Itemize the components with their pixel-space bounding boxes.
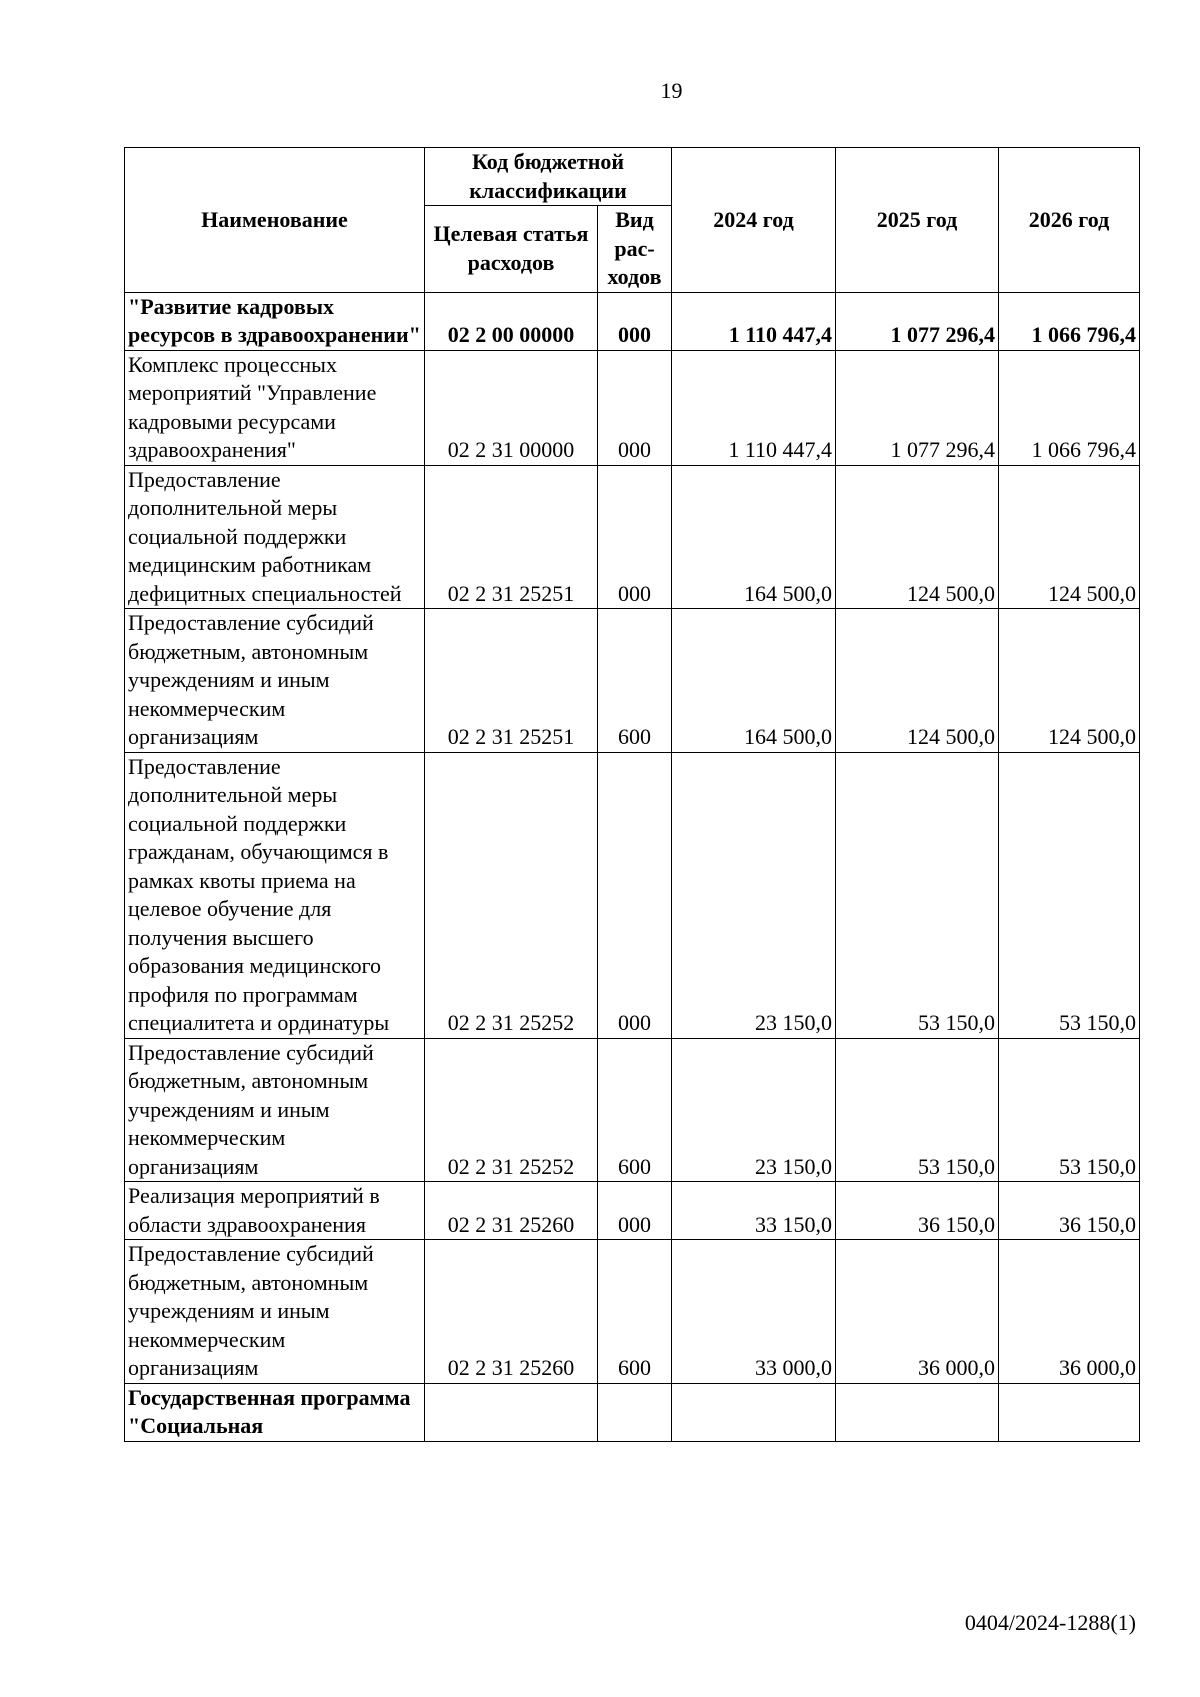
row-2024: 1 110 447,4 [672,350,836,465]
table-row [125,609,1140,753]
header-target-article: Целевая статья расходов [425,206,598,293]
table-row [125,752,1140,1038]
row-2026: 1 066 796,4 [999,350,1140,465]
row-target-article: 02 2 00 00000 [425,292,598,350]
header-year-2026: 2026 год [999,148,1140,293]
table-row [125,1182,1140,1240]
table-row [125,1383,1140,1441]
row-2024: 33 150,0 [672,1182,836,1240]
row-expense-type: 000 [598,292,672,350]
table-row [125,350,1140,465]
row-2026: 1 066 796,4 [999,292,1140,350]
table-row [125,1240,1140,1384]
row-2026: 124 500,0 [999,609,1140,753]
row-expense-type: 000 [598,465,672,609]
row-name: "Развитие кадровых ресурсов в здравоохранении" [125,292,425,350]
header-row-top [125,148,1140,206]
row-name: Предоставление субсидий бюджетным, автономным учреждениям и иным некоммерческим организациям [125,1038,425,1182]
row-expense-type: 000 [598,350,672,465]
row-name: Предоставление дополнительной меры социальной поддержки медицинским работникам дефицитных специальностей [125,465,425,609]
row-name: Реализация мероприятий в области здравоохранения [125,1182,425,1240]
header-year-2025: 2025 год [836,148,999,293]
budget-table [124,147,1140,1442]
document-id: 0404/2024-1288(1) [964,1610,1136,1635]
row-2026: 124 500,0 [999,465,1140,609]
row-2024: 164 500,0 [672,609,836,753]
header-name: Наименование [125,148,425,293]
row-2025: 124 500,0 [836,609,999,753]
page-number: 19 [660,78,683,103]
row-2024: 23 150,0 [672,1038,836,1182]
row-2026: 36 000,0 [999,1240,1140,1384]
header-expense-type: Вид рас-ходов [598,206,672,293]
row-2026 [999,1383,1140,1441]
row-2026: 36 150,0 [999,1182,1140,1240]
table-row [125,1038,1140,1182]
row-2025: 36 150,0 [836,1182,999,1240]
row-target-article: 02 2 31 25260 [425,1182,598,1240]
row-expense-type: 600 [598,609,672,753]
row-target-article: 02 2 31 25252 [425,1038,598,1182]
row-2024: 23 150,0 [672,752,836,1038]
row-name: Предоставление субсидий бюджетным, автономным учреждениям и иным некоммерческим организациям [125,609,425,753]
row-target-article [425,1383,598,1441]
table-row [125,465,1140,609]
row-2024 [672,1383,836,1441]
row-2025: 36 000,0 [836,1240,999,1384]
table-row [125,292,1140,350]
header-year-2024: 2024 год [672,148,836,293]
row-expense-type: 000 [598,752,672,1038]
row-2025: 1 077 296,4 [836,350,999,465]
row-2025: 53 150,0 [836,752,999,1038]
row-target-article: 02 2 31 25251 [425,609,598,753]
row-2024: 164 500,0 [672,465,836,609]
row-2024: 1 110 447,4 [672,292,836,350]
header-code-group: Код бюджетной классификации [425,148,672,206]
row-name: Предоставление субсидий бюджетным, автономным учреждениям и иным некоммерческим организациям [125,1240,425,1384]
row-target-article: 02 2 31 25260 [425,1240,598,1384]
row-target-article: 02 2 31 00000 [425,350,598,465]
row-2025: 124 500,0 [836,465,999,609]
row-2025: 53 150,0 [836,1038,999,1182]
row-target-article: 02 2 31 25251 [425,465,598,609]
row-expense-type [598,1383,672,1441]
row-expense-type: 000 [598,1182,672,1240]
row-target-article: 02 2 31 25252 [425,752,598,1038]
row-2025 [836,1383,999,1441]
row-2026: 53 150,0 [999,1038,1140,1182]
row-name: Предоставление дополнительной меры социальной поддержки гражданам, обучающимся в рамках квоты приема на целевое обучение для получения высшего образования медицинского профиля по программам специалитета и ординатуры [125,752,425,1038]
row-expense-type: 600 [598,1240,672,1384]
row-name: Комплекс процессных мероприятий "Управление кадровыми ресурсами здравоохранения" [125,350,425,465]
row-2025: 1 077 296,4 [836,292,999,350]
row-2026: 53 150,0 [999,752,1140,1038]
row-name: Государственная программа "Социальная [125,1383,425,1441]
row-expense-type: 600 [598,1038,672,1182]
row-2024: 33 000,0 [672,1240,836,1384]
